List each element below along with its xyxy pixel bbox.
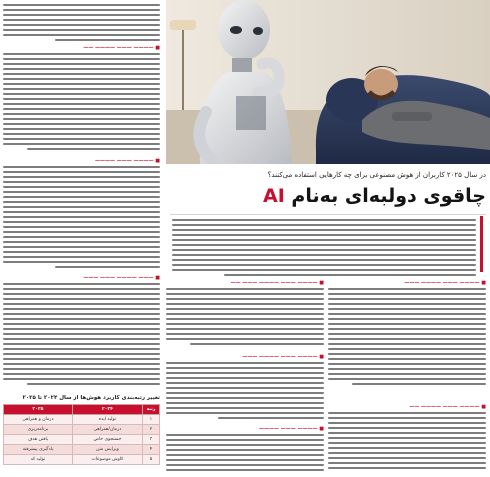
left-body-text-3 xyxy=(3,283,160,391)
article-headline xyxy=(170,184,486,208)
mid-body-text-3 xyxy=(166,434,324,476)
cell-2024: تولید ایده xyxy=(72,415,142,425)
table-row xyxy=(4,455,160,465)
table-header-2024: ۲۰۲۴ xyxy=(72,405,142,415)
lead-paragraph xyxy=(170,214,486,277)
cell-2025: برنامه‌ریزی xyxy=(4,425,73,435)
article-photo xyxy=(166,0,490,164)
cell-2025: تولید کد xyxy=(4,455,73,465)
headline-text: چاقوی دولبه‌ای به‌نام xyxy=(284,185,486,207)
mid-body-text-2 xyxy=(166,362,324,422)
cell-2024: کاوش موضوعات xyxy=(72,455,142,465)
table-header-row xyxy=(4,405,160,415)
left-subhead-3: ■ ——— ———— ——— ——— xyxy=(83,275,160,281)
right-subhead-2: ■ ———— ——— ———— —— xyxy=(409,404,486,410)
mid-body-text-1 xyxy=(166,288,324,350)
right-subhead-1: ■ ———— ——— ———— ——— xyxy=(404,280,486,286)
rank-cell: ۵ xyxy=(143,455,160,465)
left-body-text-2 xyxy=(3,166,160,272)
mid-subhead-3: ■ ———— ——— ———— xyxy=(259,426,324,432)
left-subhead-1: ■ ———— ——— ———— —— xyxy=(83,45,160,51)
left-intro-text xyxy=(3,4,160,42)
table-row xyxy=(4,425,160,435)
ranking-table xyxy=(3,404,160,465)
table-title: تغییر رتبه‌بندی کاربرد هوش‌ها از سال ۲۰۲۴ تا ۲۰۲۵ xyxy=(22,395,160,401)
table-header-2025: ۲۰۲۵ xyxy=(4,405,73,415)
cell-2025: یادگیری پیشرفته xyxy=(4,445,73,455)
table-row xyxy=(4,435,160,445)
cell-2025: یافتن هدف xyxy=(4,435,73,445)
rank-cell: ۴ xyxy=(143,445,160,455)
table-header-rank: رتبه xyxy=(143,405,160,415)
right-body-text-2 xyxy=(328,412,486,476)
left-subhead-2: ■ ———— ——— ———— xyxy=(95,158,160,164)
table-row xyxy=(4,445,160,455)
right-body-text-1 xyxy=(328,288,486,390)
left-column xyxy=(0,0,163,477)
cell-2024: جستجوی خاص xyxy=(72,435,142,445)
table-row xyxy=(4,415,160,425)
cell-2024: ویرایش متن xyxy=(72,445,142,455)
mid-subhead-1: ■ ———— ——— ———— ——— —— xyxy=(230,280,324,286)
headline-accent: AI xyxy=(263,185,285,207)
mid-subhead-2: ■ ———— ——— ———— ——— xyxy=(242,354,324,360)
rank-cell: ۳ xyxy=(143,435,160,445)
robot-therapy-illustration xyxy=(166,0,490,164)
rank-cell: ۲ xyxy=(143,425,160,435)
cell-2025: درمان و همراهی xyxy=(4,415,73,425)
article-kicker: در سال ۲۰۲۵ کاربران از هوش مصنوعی برای چه کارهایی استفاده می‌کنند؟ xyxy=(267,171,486,179)
left-body-text-1 xyxy=(3,53,160,155)
cell-2024: درمان/همراهی xyxy=(72,425,142,435)
rank-cell: ۱ xyxy=(143,415,160,425)
